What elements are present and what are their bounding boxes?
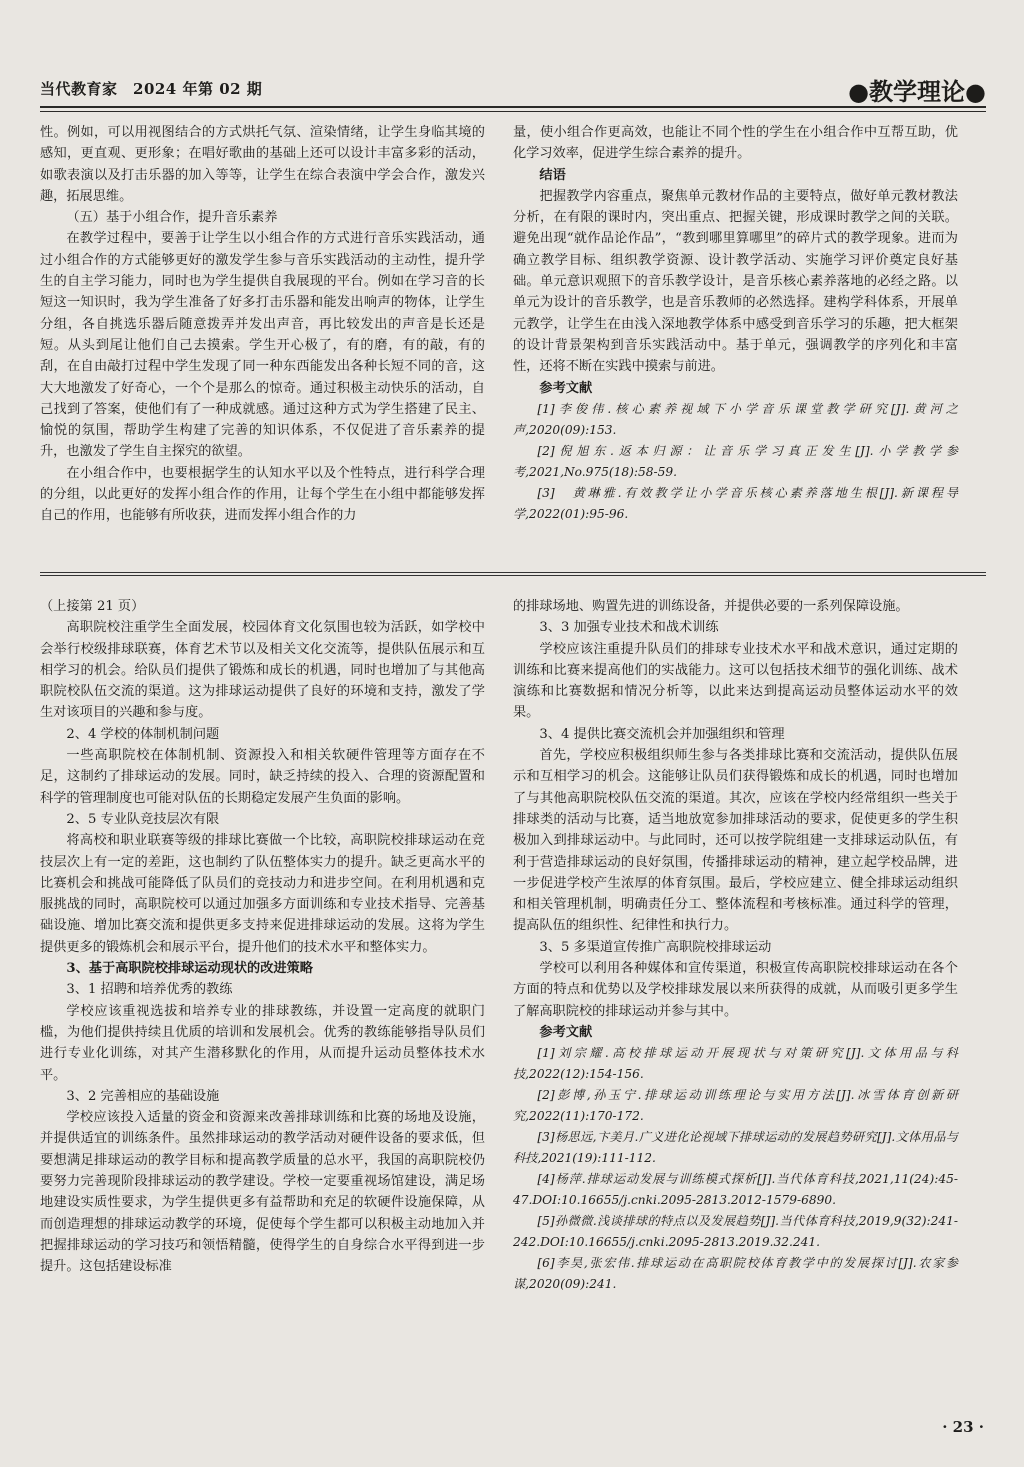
- header-rule: [40, 106, 986, 108]
- body-paragraph: 在教学过程中，要善于让学生以小组合作的方式进行音乐实践活动，通过小组合作的方式能够更好的激发学生参与音乐实践活动的主动性，提升学生的自主学习能力，同时也为学生提供自我展现的平台。例如在学习音的长短这一知识时，我为学生准备了好多打击乐器和能发出响声的物体，让学生分组，各自挑选乐器后随意拨弄并发出声音，再比较发出的声音是长还是短。从头到尾让他们自己去摸索。学生开心极了，有的磨，有的敲，有的刮，在自由敲打过程中学生发现了同一种东西能发出各种长短不同的音，这大大地激发了好奇心，一个个是那么的惊奇。通过积极主动快乐的活动，自己找到了答案，使他们有了一种成就感。通过这种方式为学生搭建了民主、愉悦的氛围，帮助学生构建了完善的知识体系，不仅促进了音乐素养的提升，也激发了学生自主探究的欲望。: [40, 231, 485, 460]
- body-paragraph: （上接第 21 页）: [40, 599, 145, 614]
- reference-item: [3]杨思远,卞美月.广义进化论视域下排球运动的发展趋势研究[J].文体用品与科技,2021(19):111-112.: [513, 1130, 958, 1166]
- body-paragraph: 首先，学校应积极组织师生参与各类排球比赛和交流活动，提供队伍展示和互相学习的机会。这能够让队员们获得锻炼和成长的机遇，同时也增加了与其他高职院校队伍交流的渠道。其次，应该在学校内经常组织一些关于排球类的活动与比赛，适当地放宽参加排球活动的要求，促使更多的学生积极加入到排球运动中。与此同时，还可以按学院组建一支排球运动队伍，有利于营造排球运动的良好氛围，传播排球运动的精神，建立起学校品牌，进一步促进学校产生浓厚的体育氛围。最后，学校应建立、健全排球运动组织和相关管理机制，明确责任分工、整体流程和考核标准。通过科学的管理，提高队伍的组织性、纪律性和执行力。: [513, 748, 958, 934]
- subsection-heading: （五）基于小组合作，提升音乐素养: [66, 210, 278, 226]
- top-right-column: [513, 122, 958, 525]
- reference-item: [1]刘宗耀.高校排球运动开展现状与对策研究[J].文体用品与科技,2022(12):154-156.: [513, 1046, 958, 1082]
- reference-item: [3] 黄琳雅.有效教学让小学音乐核心素养落地生根[J].新课程导学,2022(01):95-96.: [513, 485, 958, 521]
- subsection-heading: 3、5 多渠道宣传推广高职院校排球运动: [539, 939, 772, 955]
- journal-title: 当代教育家 2024 年第 02 期: [40, 80, 263, 98]
- body-paragraph: 性。例如，可以用视图结合的方式烘托气氛、渲染情绪，让学生身临其境的感知，更直观、更形象；在唱好歌曲的基础上还可以设计丰富多彩的活动，如歌表演以及打击乐器的加入等等，让学生在综合表演中学会合作，激发兴趣，拓展思维。: [40, 125, 485, 204]
- subsection-heading: 3、1 招聘和培养优秀的教练: [66, 982, 233, 998]
- body-paragraph: 学校应该投入适量的资金和资源来改善排球训练和比赛的场地及设施，并提供适宜的训练条件。虽然排球运动的教学活动对硬件设备的要求低，但要想满足排球运动的教学目标和提高教学质量的总水平，我国的高职院校仍要努力完善现阶段排球运动的教学建设。学校一定要重视场馆建设，满足场地建设实质性要求，为学生提供更多有益帮助和充足的软硬件设施保障，从而创造理想的排球运动教学的环境，促使每个学生都可以积极主动地加入并把握排球运动的学习技巧和领悟精髓，使得学生的自身综合水平得到进一步提升。这包括建设标准: [40, 1110, 485, 1275]
- reference-item: [6]李昊,张宏伟.排球运动在高职院校体育教学中的发展探讨[J].农家参谋,2020(09):241.: [513, 1256, 958, 1292]
- section-heading: 结语: [539, 167, 566, 183]
- reference-item: [1]李俊伟.核心素养视域下小学音乐课堂教学研究[J].黄河之声,2020(09):153.: [513, 401, 958, 437]
- body-paragraph: 量，使小组合作更高效，也能让不同个性的学生在小组合作中互帮互助，优化学习效率，促进学生综合素养的提升。: [513, 125, 958, 162]
- bottom-right-column: [513, 596, 958, 1295]
- section-heading: 参考文献: [539, 380, 593, 396]
- section-title: ●教学理论●: [848, 77, 986, 106]
- reference-item: [5]孙微微.浅谈排球的特点以及发展趋势[J].当代体育科技,2019,9(32):241-242.DOI:10.16655/j.cnki.2095-2813.2019.32.241.: [513, 1214, 958, 1250]
- reference-item: [2]彭博,孙玉宁.排球运动训练理论与实用方法[J].冰雪体育创新研究,2022(11):170-172.: [513, 1088, 958, 1124]
- section-heading: 参考文献: [539, 1024, 593, 1040]
- body-paragraph: 学校应该重视选拔和培养专业的排球教练，并设置一定高度的就职门槛，为他们提供持续且优质的培训和发展机会。优秀的教练能够指导队员们进行专业化训练，对其产生潜移默化的作用，从而提升运动员整体技术水平。: [40, 1003, 485, 1083]
- body-paragraph: 的排球场地、购置先进的训练设备，并提供必要的一系列保障设施。: [513, 599, 909, 614]
- subsection-heading: 3、3 加强专业技术和战术训练: [539, 620, 719, 636]
- body-paragraph: 学校应该注重提升队员们的排球专业技术水平和战术意识，通过定期的训练和比赛来提高他们的实战能力。这可以包括技术细节的强化训练、战术演练和比赛数据和情况分析等，以此来达到提高运动员整体运动水平的效果。: [513, 641, 958, 721]
- reference-item: [2]倪旭东.返本归源：让音乐学习真正发生[J].小学教学参考,2021,No.975(18):58-59.: [513, 443, 958, 479]
- bottom-left-column: [40, 596, 485, 1278]
- body-paragraph: 在小组合作中，也要根据学生的认知水平以及个性特点，进行科学合理的分组，以此更好的发挥小组合作的作用，让每个学生在小组中都能够发挥自己的作用，也能够有所收获，进而发挥小组合作的力: [40, 465, 485, 524]
- article-divider: [40, 572, 986, 573]
- subsection-heading: 3、2 完善相应的基础设施: [66, 1088, 220, 1104]
- header-rule-thin: [40, 111, 986, 112]
- body-paragraph: 把握教学内容重点，聚焦单元教材作品的主要特点，做好单元教材教法分析，在有限的课时内，突出重点、把握关键，形成课时教学之间的关联。避免出现“就作品论作品”，“教到哪里算哪里”的碎片式的教学现象。进而为确立教学目标、组织教学资源、设计教学活动、实施学习评价奠定良好基础。单元意识观照下的音乐教学设计，是音乐核心素养落地的必经之路。以单元为设计的音乐教学，也是音乐教师的必然选择。建构学科体系，开展单元教学，让学生在由浅入深地教学体系中感受到音乐学习的乐趣，把大框架的设计背景架构到音乐实践活动中。基于单元，强调教学的序列化和丰富性，还将不断在实践中摸索与前进。: [513, 188, 958, 375]
- page-header: [40, 72, 986, 112]
- body-paragraph: 高职院校注重学生全面发展，校园体育文化氛围也较为活跃，如学校中会举行校级排球联赛，体育艺术节以及相关文化交流等，提供队伍展示和互相学习的机会。给队员们提供了锻炼和成长的机遇，同时也增加了与其他高职院校队伍交流的渠道。这为排球运动提供了良好的环境和支持，激发了学生对该项目的兴趣和参与度。: [40, 620, 485, 721]
- section-heading: 3、基于高职院校排球运动现状的改进策略: [66, 961, 313, 977]
- subsection-heading: 2、4 学校的体制机制问题: [66, 726, 220, 742]
- top-left-column: [40, 122, 485, 527]
- reference-item: [4]杨萍.排球运动发展与训练模式探析[J].当代体育科技,2021,11(24):45-47.DOI:10.16655/j.cnki.2095-2813.2012-1579-6890.: [513, 1172, 958, 1208]
- body-paragraph: 将高校和职业联赛等级的排球比赛做一个比较，高职院校排球运动在竞技层次上有一定的差距，这也制约了队伍整体实力的提升。缺乏更高水平的比赛机会和挑战可能降低了队员们的竞技动力和进步空间。在利用机遇和克服挑战的同时，高职院校可以通过加强多方面训练和专业技术指导、完善基础设施、增加比赛交流和提供更多支持来促进排球运动的发展。这将为学生提供更多的锻炼机会和展示平台，提升他们的技术水平和整体实力。: [40, 833, 485, 955]
- body-paragraph: 一些高职院校在体制机制、资源投入和相关软硬件管理等方面存在不足，这制约了排球运动的发展。同时，缺乏持续的投入、合理的资源配置和科学的管理制度也可能对队伍的长期稳定发展产生负面的影响。: [40, 748, 485, 806]
- body-paragraph: 学校可以利用各种媒体和宣传渠道，积极宣传高职院校排球运动在各个方面的特点和优势以及学校排球发展以来所获得的成就，从而吸引更多学生了解高职院校的排球运动并参与其中。: [513, 961, 958, 1019]
- subsection-heading: 2、5 专业队竞技层次有限: [66, 811, 220, 827]
- article-divider-thin: [40, 575, 986, 576]
- page-number: · 23 ·: [942, 1418, 984, 1436]
- subsection-heading: 3、4 提供比赛交流机会并加强组织和管理: [539, 726, 785, 742]
